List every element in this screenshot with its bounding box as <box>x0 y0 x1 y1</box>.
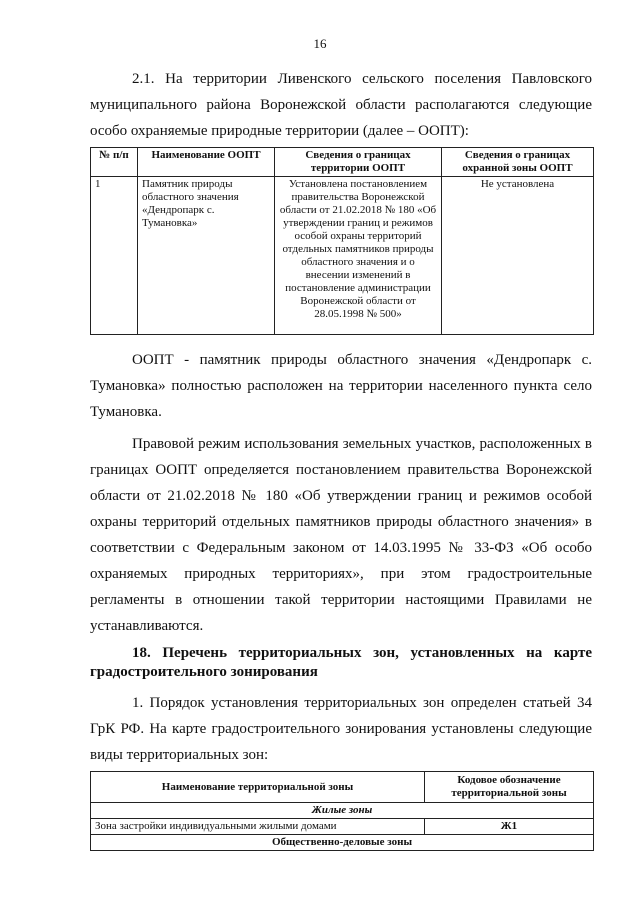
group-residential: Жилые зоны <box>91 803 594 819</box>
zone-code-cell: Ж1 <box>425 819 594 835</box>
header-zone-code: Кодовое обозначение территориальной зоны <box>425 772 594 803</box>
group-business: Общественно-деловые зоны <box>91 835 594 851</box>
zones-table-header <box>91 772 594 803</box>
cell-protected-zone: Не установлена <box>442 177 594 335</box>
section-heading: 18. Перечень территориальных зон, установленных на карте градостроительного зонирования <box>90 645 592 680</box>
intro-paragraph: 2.1. На территории Ливенского сельского поселения Павловского муниципального района Воронежской области располагаются следующие особо охраняемые природные территории (далее – ООПТ): <box>90 71 592 139</box>
zones-group-row <box>91 803 594 819</box>
zone-name-cell: Зона застройки индивидуальными жилыми домами <box>91 819 425 835</box>
paragraph-3: Правовой режим использования земельных участков, расположенных в границах ООПТ определяется постановлением правительства Воронежской области от 21.02.2018 № 180 «Об утверждении границ и режимов особой охраны территорий отдельных памятников природы областного значения» в соответствии с Федеральным законом от 14.03.1995 № 33-ФЗ «Об особо охраняемых природных территориях», при этом градостроительные регламенты в отношении такой территории настоящими Правилами не устанавливаются. <box>90 436 592 634</box>
page-number: 16 <box>313 36 327 51</box>
table-row <box>91 177 594 335</box>
zones-group-row <box>91 835 594 851</box>
cell-num: 1 <box>91 177 138 335</box>
header-protected-zone: Сведения о границах охранной зоны ООПТ <box>442 148 594 177</box>
table-row <box>91 819 594 835</box>
cell-boundaries: Установлена постановлением правительства Воронежской области от 21.02.2018 № 180 «Об утверждении границ и режимов особой охраны территорий отдельных памятников природы областного значения и о внесении изменений в постановление администрации Воронежской области от 28.05.1998 № 500» <box>275 177 442 335</box>
zones-table <box>90 771 594 851</box>
header-boundaries: Сведения о границах территории ООПТ <box>275 148 442 177</box>
paragraph-4: 1. Порядок установления территориальных зон определен статьей 34 ГрК РФ. На карте градостроительного зонирования установлены следующие виды территориальных зон: <box>90 695 592 763</box>
header-num: № п/п <box>91 148 138 177</box>
header-name: Наименование ООПТ <box>138 148 275 177</box>
cell-name: Памятник природы областного значения «Дендропарк с. Тумановка» <box>138 177 275 335</box>
header-zone-name: Наименование территориальной зоны <box>91 772 425 803</box>
paragraph-2: ООПТ - памятник природы областного значения «Дендропарк с. Тумановка» полностью расположен на территории населенного пункта село Тумановка. <box>90 352 592 420</box>
oopt-table-header <box>91 148 594 177</box>
oopt-table <box>90 147 594 335</box>
